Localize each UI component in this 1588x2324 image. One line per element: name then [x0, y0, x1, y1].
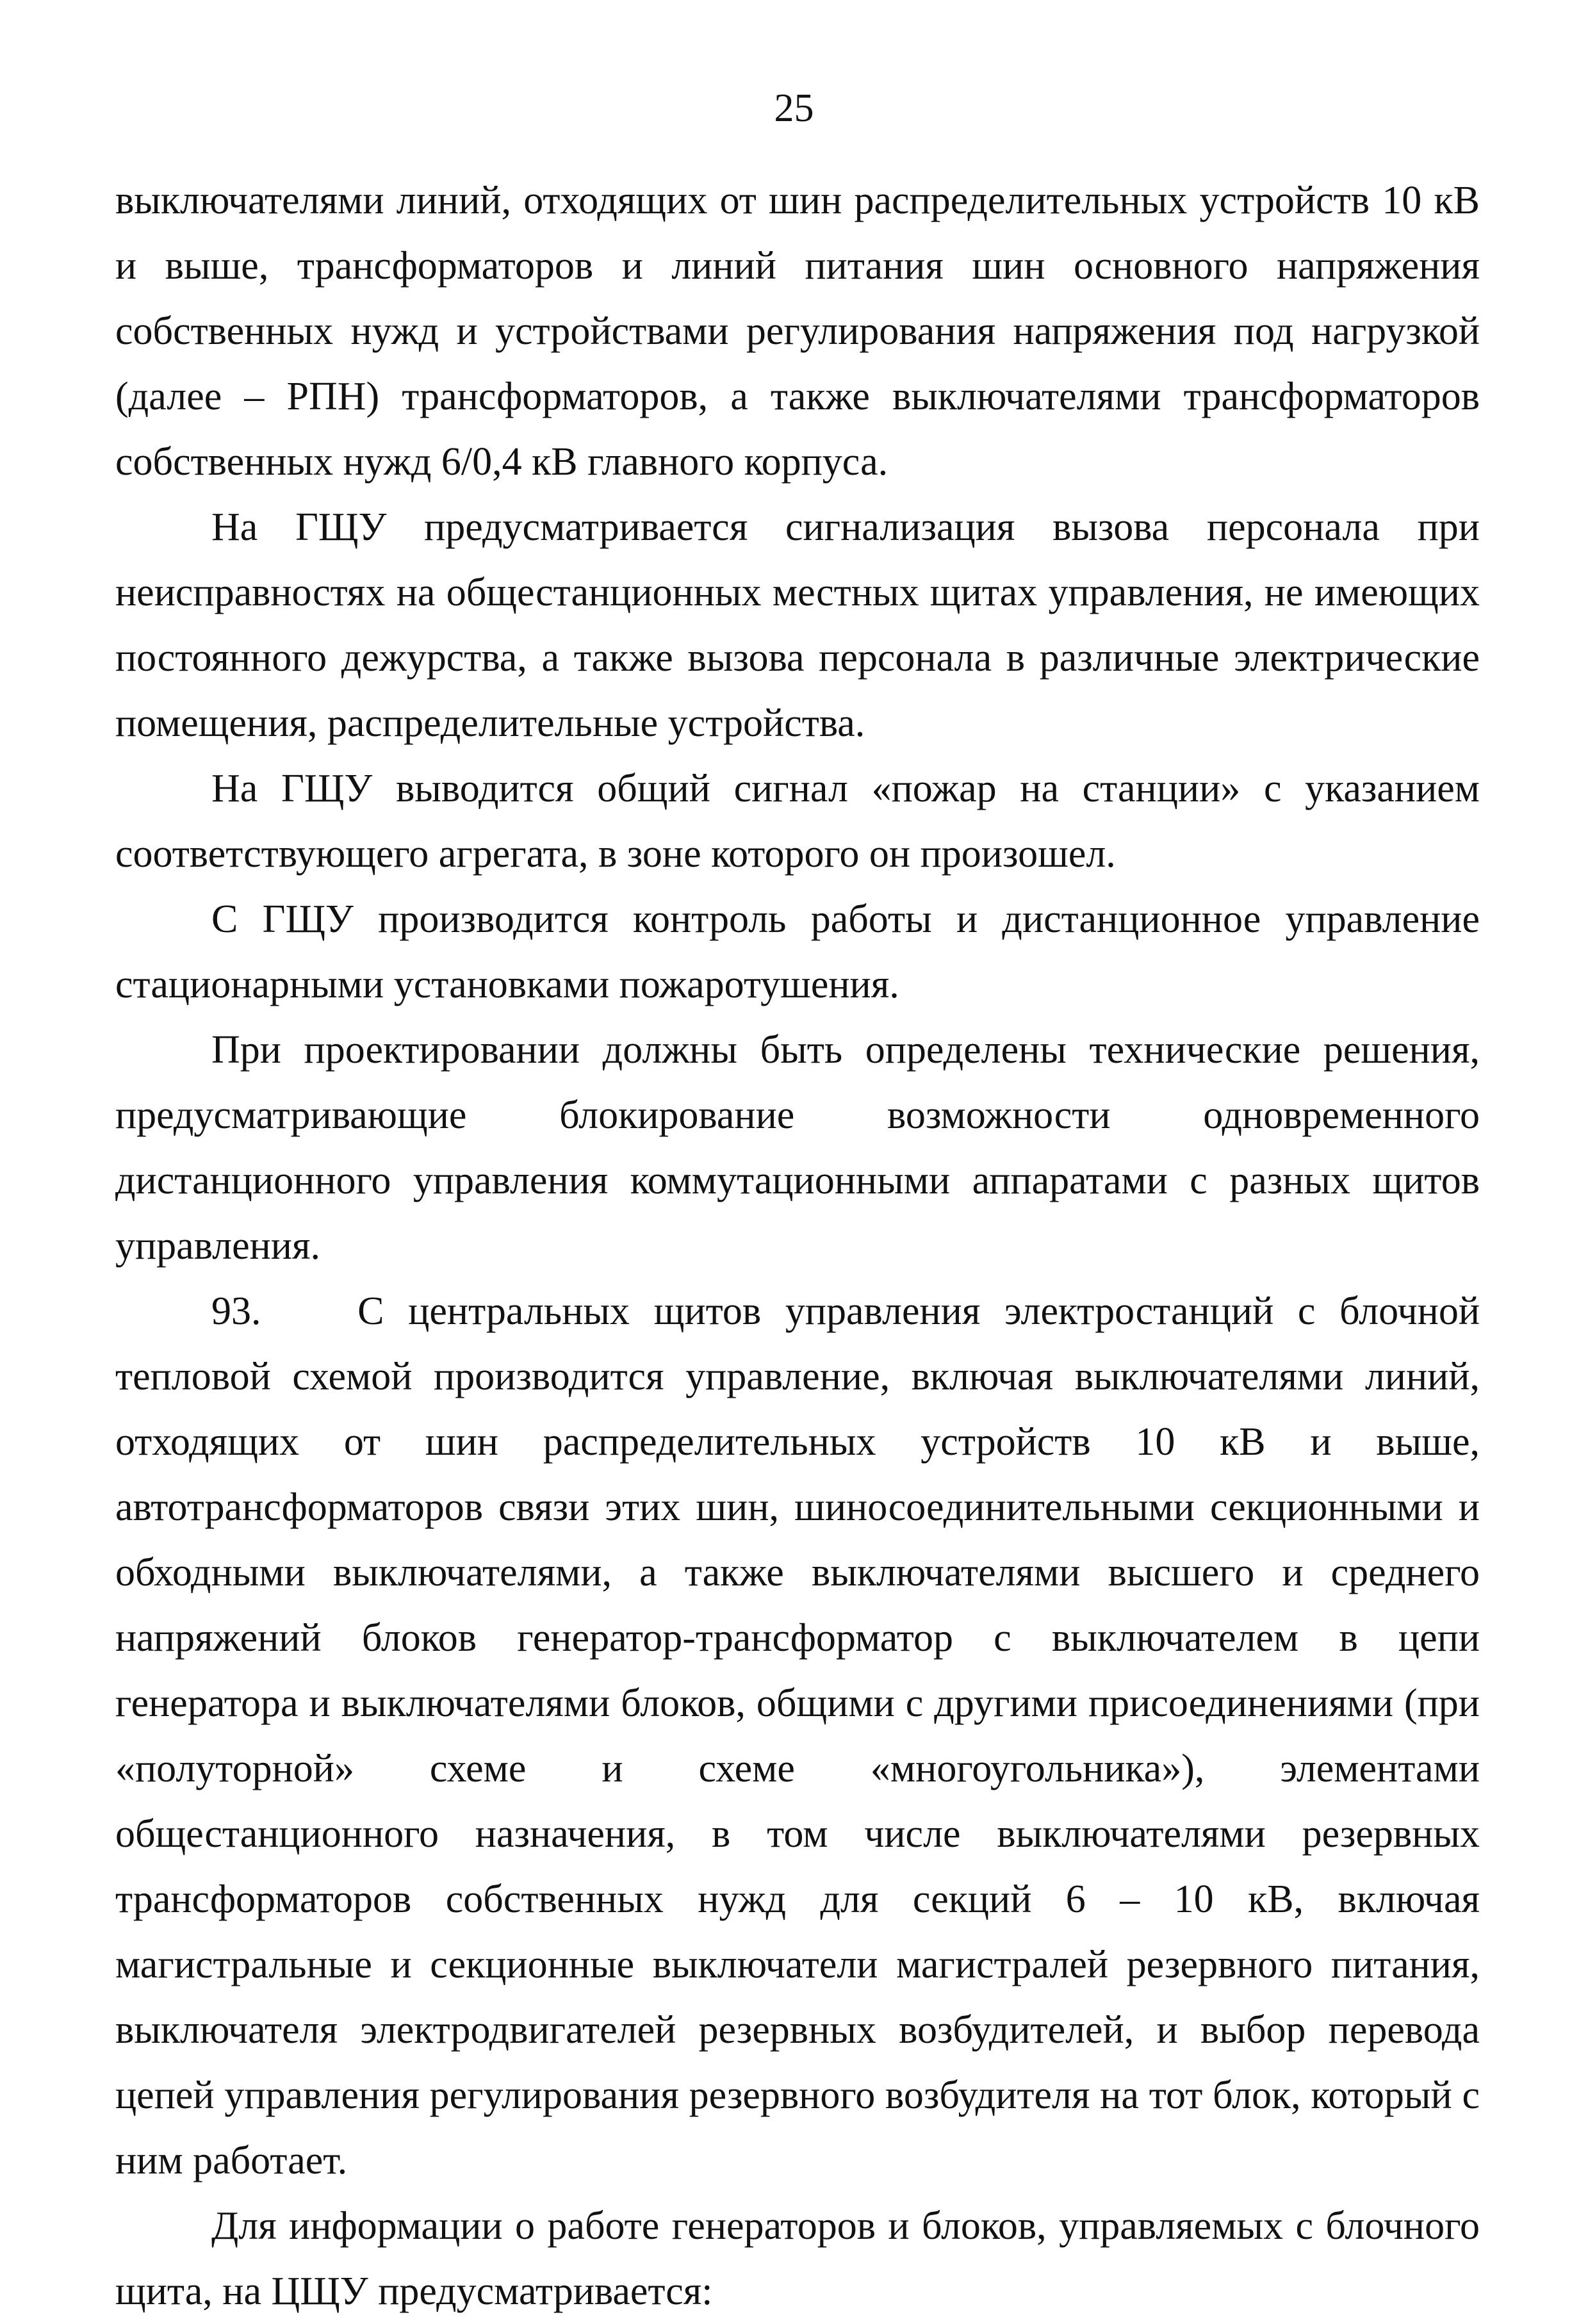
paragraph-93: 93. С центральных щитов управления электростанций с блочной тепловой схемой производится управление, включая выключателями линий, отходящих от шин распределительных устройств 10 кВ и выше, автотрансформаторов связи этих шин, шиносоединительными секционными и обходными выключателями, а также выключателями высшего и среднего напряжений блоков генератор-трансформатор с выключателем в цепи генератора и выключателями блоков, общими с другими присоединениями (при «полуторной» схеме и схеме «многоугольника»), элементами общестанционного назначения, в том числе выключателями резервных трансформаторов собственных нужд для секций 6 – 10 кВ, включая магистральные и секционные выключатели магистралей резервного питания, выключателя электродвигателей резервных возбудителей, и выбор перевода цепей управления регулирования резервного возбудителя на тот блок, который с ним работает. — [115, 1289, 1480, 2182]
paragraph-design-blocking: При проектировании должны быть определены технические решения, предусматривающие блокирование возможности одновременного дистанционного управления коммутационными аппаратами с разных щитов управления. — [115, 1028, 1480, 1268]
paragraph-info: Для информации о работе генераторов и блоков, управляемых с блочного щита, на ЦЩУ предусматривается: — [115, 2204, 1480, 2313]
page-number: 25 — [774, 86, 814, 130]
paragraph-continuation: выключателями линий, отходящих от шин распределительных устройств 10 кВ и выше, трансформаторов и линий питания шин основного напряжения собственных нужд и устройствами регулирования напряжения под нагрузкой (далее – РПН) трансформаторов, а также выключателями трансформаторов собственных нужд 6/0,4 кВ главного корпуса. — [115, 179, 1480, 484]
paragraph-signal-call: На ГЩУ предусматривается сигнализация вызова персонала при неисправностях на общестанционных местных щитах управления, не имеющих постоянного дежурства, а также вызова персонала в различные электрические помещения, распределительные устройства. — [115, 505, 1480, 745]
paragraph-fire-control: С ГЩУ производится контроль работы и дистанционное управление стационарными установками пожаротушения. — [115, 897, 1480, 1006]
body-text — [115, 168, 1480, 2324]
paragraph-fire-signal: На ГЩУ выводится общий сигнал «пожар на станции» с указанием соответствующего агрегата, в зоне которого он произошел. — [115, 767, 1480, 876]
